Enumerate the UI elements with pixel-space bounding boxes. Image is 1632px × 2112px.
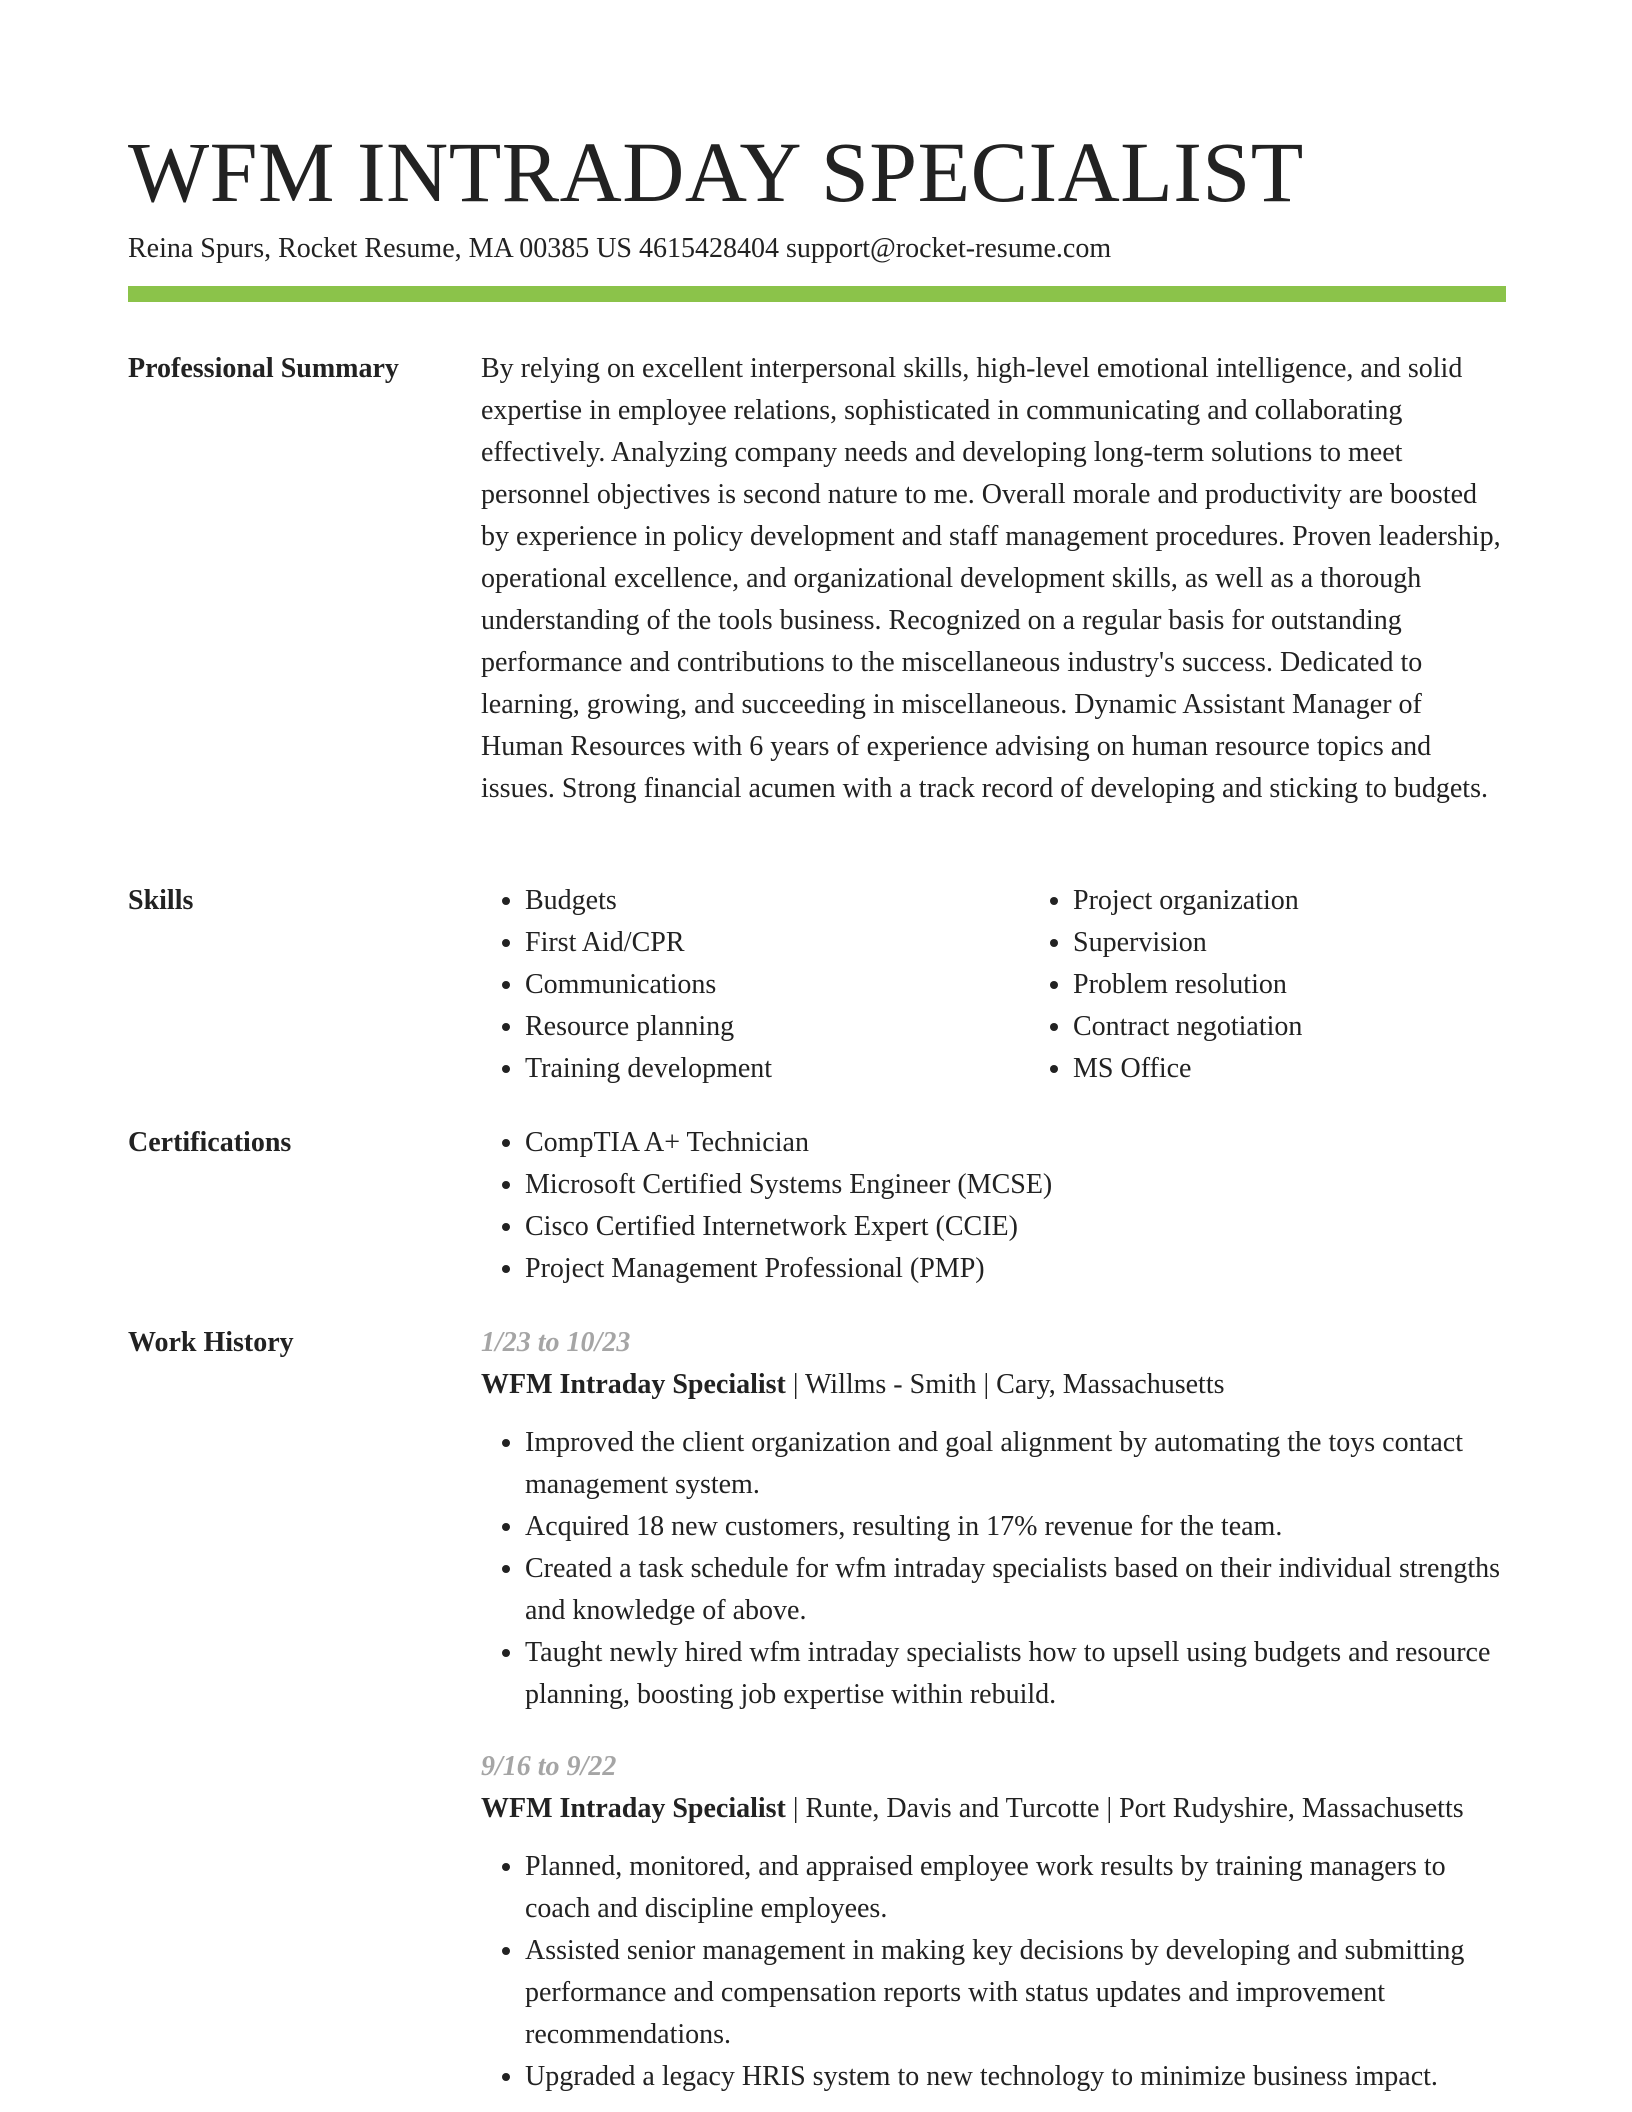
skill-item: • Budgets	[525, 880, 1029, 922]
job-title-line	[481, 1364, 1506, 1406]
job-employer-location: | Runte, Davis and Turcotte | Port Rudyshire, Massachusetts	[785, 1793, 1464, 1824]
skill-item: • Project organization	[1073, 880, 1577, 922]
job-entry	[481, 1746, 1506, 2098]
skill-item: • Training development	[525, 1048, 1029, 1090]
duty-item: • Planned, monitored, and appraised employee work results by training managers to coach and discipline employees.	[525, 1846, 1506, 1930]
certifications-list	[481, 1122, 1506, 1290]
certification-item: • CompTIA A+ Technician	[525, 1122, 1506, 1164]
summary-text: By relying on excellent interpersonal skills, high-level emotional intelligence, and solid expertise in employee relations, sophisticated in communicating and collaborating effectively. Analyzing company needs and developing long-term solutions to meet personnel objectives is second nature to me. Overall morale and productivity are boosted by experience in policy development and staff management procedures. Proven leadership, operational excellence, and organizational development skills, as well as a thorough understanding of the tools business. Recognized on a regular basis for outstanding performance and contributions to the miscellaneous industry's success. Dedicated to learning, growing, and succeeding in miscellaneous. Dynamic Assistant Manager of Human Resources with 6 years of experience advising on human resource topics and issues. Strong financial acumen with a track record of developing and sticking to budgets.	[481, 353, 1501, 804]
section-label-certifications: Certifications	[128, 1127, 292, 1158]
certification-item: • Project Management Professional (PMP)	[525, 1248, 1506, 1290]
duty-item: • Created a task schedule for wfm intraday specialists based on their individual strengths and knowledge of above.	[525, 1548, 1506, 1632]
duty-item: • Improved the client organization and goal alignment by automating the toys contact management system.	[525, 1422, 1506, 1506]
skill-item: • Contract negotiation	[1073, 1006, 1577, 1048]
skill-item: • Supervision	[1073, 922, 1577, 964]
skills-body	[481, 880, 1506, 1090]
duty-item: • Assisted senior management in making key decisions by developing and submitting performance and compensation reports with status updates and improvement recommendations.	[525, 1930, 1506, 2056]
job-title: WFM Intraday Specialist	[481, 1369, 786, 1400]
job-title-line	[481, 1788, 1506, 1830]
job-dates: 1/23 to 10/23	[481, 1327, 631, 1358]
skill-item: • Communications	[525, 964, 1029, 1006]
skill-item: • Resource planning	[525, 1006, 1029, 1048]
job-title: WFM Intraday Specialist	[481, 1793, 786, 1824]
certification-item: • Cisco Certified Internetwork Expert (CCIE)	[525, 1206, 1506, 1248]
section-label-work-history: Work History	[128, 1327, 294, 1358]
skills-list-left	[481, 880, 1029, 1090]
summary-body	[481, 348, 1506, 810]
certifications-body	[481, 1122, 1506, 1290]
accent-divider	[128, 286, 1506, 302]
resume-title: WFM INTRADAY SPECIALIST	[128, 124, 1304, 220]
certification-item: • Microsoft Certified Systems Engineer (MCSE)	[525, 1164, 1506, 1206]
duty-item: • Taught newly hired wfm intraday specialists how to upsell using budgets and resource planning, boosting job expertise within rebuild.	[525, 1632, 1506, 1716]
skill-item: • Problem resolution	[1073, 964, 1577, 1006]
job-duties-list	[481, 1422, 1506, 1716]
skill-item: • First Aid/CPR	[525, 922, 1029, 964]
job-duties-list	[481, 1846, 1506, 2098]
section-label-skills: Skills	[128, 885, 194, 916]
contact-line: Reina Spurs, Rocket Resume, MA 00385 US 4615428404 support@rocket-resume.com	[128, 233, 1112, 264]
skills-list-right	[1029, 880, 1577, 1090]
job-entry	[481, 1322, 1506, 1716]
job-employer-location: | Willms - Smith | Cary, Massachusetts	[785, 1369, 1225, 1400]
section-label-summary: Professional Summary	[128, 353, 399, 384]
job-dates: 9/16 to 9/22	[481, 1751, 617, 1782]
skill-item: • MS Office	[1073, 1048, 1577, 1090]
duty-item: • Acquired 18 new customers, resulting in 17% revenue for the team.	[525, 1506, 1506, 1548]
duty-item: • Upgraded a legacy HRIS system to new technology to minimize business impact.	[525, 2056, 1506, 2098]
work-history-body	[481, 1322, 1506, 2098]
